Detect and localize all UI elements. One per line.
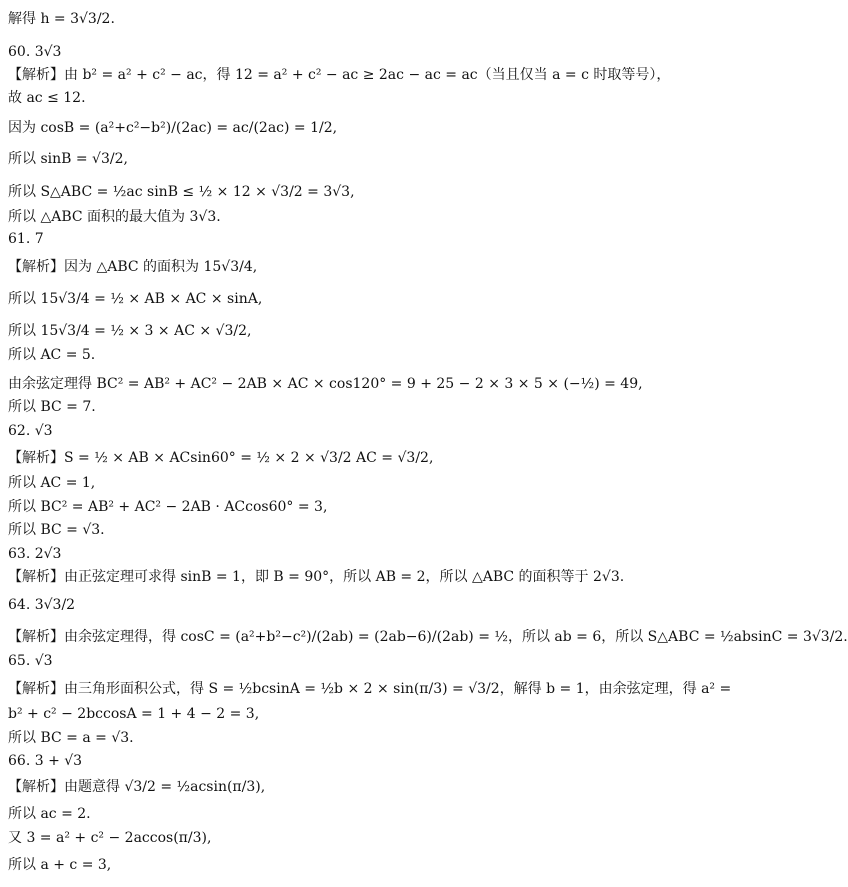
line-7: 所以 S△ABC = ½ac sinB ≤ ½ × 12 × √3/2 = 3√3,: [8, 184, 355, 200]
line-19: 所以 BC² = AB² + AC² − 2AB · ACcos60° = 3,: [8, 499, 328, 515]
line-5: 因为 cosB = (a²+c²−b²)/(2ac) = ac/(2ac) = 1/2,: [8, 120, 338, 136]
line-13: 所以 AC = 5.: [8, 347, 96, 363]
line-30: 【解析】由题意得 √3/2 = ½acsin(π/3),: [8, 779, 266, 795]
line-10: 【解析】因为 △ABC 的面积为 15√3/4,: [8, 259, 258, 275]
line-6: 所以 sinB = √3/2,: [8, 151, 128, 167]
problem-63-answer: 63. 2√3: [8, 546, 62, 562]
line-3: 【解析】由 b² = a² + c² − ac，得 12 = a² + c² − ac ≥ 2ac − ac = ac（当且仅当 a = c 时取等号），: [8, 67, 671, 83]
problem-61-answer: 61. 7: [8, 231, 44, 247]
problem-65-answer: 65. √3: [8, 653, 53, 669]
line-4: 故 ac ≤ 12.: [8, 90, 86, 106]
problem-66-answer: 66. 3 + √3: [8, 753, 83, 769]
line-22: 【解析】由正弦定理可求得 sinB = 1，即 B = 90°，所以 AB = 2，所以 △ABC 的面积等于 2√3.: [8, 569, 625, 585]
line-32: 又 3 = a² + c² − 2accos(π/3),: [8, 830, 212, 846]
line-11: 所以 15√3/4 = ½ × AB × AC × sinA,: [8, 291, 263, 307]
line-20: 所以 BC = √3.: [8, 522, 105, 538]
line-26: 【解析】由三角形面积公式，得 S = ½bcsinA = ½b × 2 × sin(π/3) = √3/2，解得 b = 1，由余弦定理，得 a² =: [8, 681, 732, 697]
line-17: 【解析】S = ½ × AB × ACsin60° = ½ × 2 × √3/2 AC = √3/2,: [8, 450, 434, 466]
line-18: 所以 AC = 1,: [8, 475, 96, 491]
line-15: 所以 BC = 7.: [8, 399, 96, 415]
line-27: b² + c² − 2bccosA = 1 + 4 − 2 = 3,: [8, 706, 260, 722]
problem-60-answer: 60. 3√3: [8, 44, 62, 60]
line-33: 所以 a + c = 3,: [8, 857, 112, 873]
line-14: 由余弦定理得 BC² = AB² + AC² − 2AB × AC × cos120° = 9 + 25 − 2 × 3 × 5 × (−½) = 49,: [8, 376, 643, 392]
line-1: 解得 h = 3√3/2.: [8, 11, 115, 27]
line-28: 所以 BC = a = √3.: [8, 730, 134, 746]
problem-62-answer: 62. √3: [8, 423, 53, 439]
line-31: 所以 ac = 2.: [8, 806, 91, 822]
line-12: 所以 15√3/4 = ½ × 3 × AC × √3/2,: [8, 323, 252, 339]
line-24: 【解析】由余弦定理得，得 cosC = (a²+b²−c²)/(2ab) = (2ab−6)/(2ab) = ½，所以 ab = 6，所以 S△ABC = ½absinC = 3√3/2.: [8, 629, 848, 645]
line-8: 所以 △ABC 面积的最大值为 3√3.: [8, 209, 221, 225]
problem-64-answer: 64. 3√3/2: [8, 597, 76, 613]
